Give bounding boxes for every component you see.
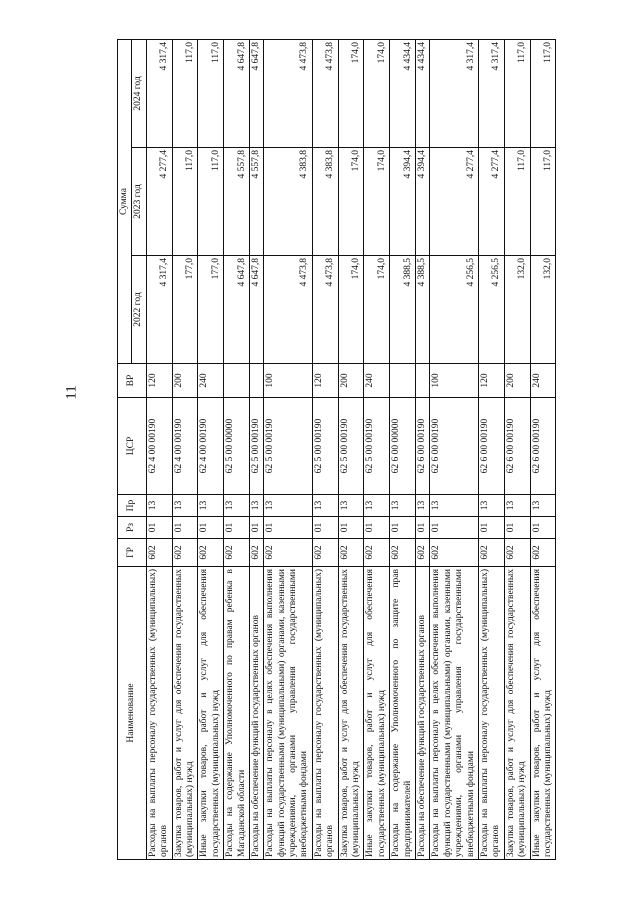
cell-csr: 62 6 00 00190 bbox=[478, 398, 504, 495]
cell-gr: 602 bbox=[430, 539, 479, 567]
table-row bbox=[364, 39, 390, 859]
table-row bbox=[478, 39, 504, 859]
table-row bbox=[530, 39, 556, 859]
cell-vr: 120 bbox=[312, 364, 338, 398]
cell-csr: 62 5 00 00190 bbox=[312, 398, 338, 495]
cell-rz: 01 bbox=[415, 517, 429, 539]
cell-sum-2022: 174,0 bbox=[338, 256, 364, 364]
cell-sum-2022: 4 473,8 bbox=[264, 256, 313, 364]
cell-pr: 13 bbox=[249, 495, 263, 517]
cell-pr: 13 bbox=[504, 495, 530, 517]
cell-rz: 01 bbox=[172, 517, 198, 539]
rotated-table-area bbox=[117, 40, 587, 860]
table-row bbox=[415, 39, 429, 859]
cell-name: Расходы на выплаты персоналу государственных (муниципальных) органов bbox=[146, 567, 172, 860]
cell-rz: 01 bbox=[530, 517, 556, 539]
cell-pr: 13 bbox=[312, 495, 338, 517]
cell-csr: 62 4 00 00190 bbox=[146, 398, 172, 495]
header-year-2024: 2024 год bbox=[132, 39, 146, 147]
cell-sum-2024: 4 473,8 bbox=[312, 39, 338, 147]
cell-gr: 602 bbox=[338, 539, 364, 567]
cell-name: Расходы на обеспечение функций государственных органов bbox=[249, 567, 263, 860]
cell-pr: 13 bbox=[415, 495, 429, 517]
cell-gr: 602 bbox=[249, 539, 263, 567]
cell-sum-2023: 117,0 bbox=[172, 148, 198, 256]
cell-vr bbox=[224, 364, 250, 398]
cell-pr: 13 bbox=[172, 495, 198, 517]
cell-name: Расходы на выплаты персоналу в целях обеспечения выполнения функций государственными (муниципальными) органами, казенными учреждениями, органами управления государственными внебюджетными фондами bbox=[430, 567, 479, 860]
cell-rz: 01 bbox=[504, 517, 530, 539]
cell-pr: 13 bbox=[364, 495, 390, 517]
header-pr: Пр bbox=[118, 495, 147, 517]
table-row bbox=[390, 39, 416, 859]
cell-sum-2024: 117,0 bbox=[530, 39, 556, 147]
cell-csr: 62 5 00 00190 bbox=[338, 398, 364, 495]
cell-rz: 01 bbox=[198, 517, 224, 539]
cell-sum-2022: 4 317,4 bbox=[146, 256, 172, 364]
cell-sum-2024: 117,0 bbox=[198, 39, 224, 147]
cell-rz: 01 bbox=[146, 517, 172, 539]
cell-sum-2023: 4 557,8 bbox=[224, 148, 250, 256]
table-row bbox=[224, 39, 250, 859]
header-gr: ГР bbox=[118, 539, 147, 567]
cell-sum-2023: 4 383,8 bbox=[264, 148, 313, 256]
cell-gr: 602 bbox=[224, 539, 250, 567]
cell-rz: 01 bbox=[430, 517, 479, 539]
header-sum: Сумма bbox=[118, 39, 132, 363]
table-row bbox=[430, 39, 479, 859]
cell-vr: 240 bbox=[530, 364, 556, 398]
cell-name: Расходы на выплаты персоналу государственных (муниципальных) органов bbox=[478, 567, 504, 860]
cell-gr: 602 bbox=[198, 539, 224, 567]
cell-gr: 602 bbox=[504, 539, 530, 567]
header-rz: Рз bbox=[118, 517, 147, 539]
cell-sum-2023: 117,0 bbox=[198, 148, 224, 256]
cell-rz: 01 bbox=[312, 517, 338, 539]
cell-sum-2024: 4 647,8 bbox=[249, 39, 263, 147]
cell-csr: 62 6 00 00190 bbox=[530, 398, 556, 495]
cell-sum-2022: 177,0 bbox=[198, 256, 224, 364]
cell-pr: 13 bbox=[338, 495, 364, 517]
table-row bbox=[312, 39, 338, 859]
cell-vr: 200 bbox=[504, 364, 530, 398]
cell-gr: 602 bbox=[146, 539, 172, 567]
cell-sum-2024: 174,0 bbox=[338, 39, 364, 147]
cell-sum-2024: 4 317,4 bbox=[478, 39, 504, 147]
cell-gr: 602 bbox=[312, 539, 338, 567]
cell-rz: 01 bbox=[224, 517, 250, 539]
table-row bbox=[338, 39, 364, 859]
cell-sum-2023: 4 394,4 bbox=[390, 148, 416, 256]
cell-rz: 01 bbox=[338, 517, 364, 539]
cell-sum-2022: 132,0 bbox=[530, 256, 556, 364]
cell-csr: 62 4 00 00190 bbox=[172, 398, 198, 495]
cell-name: Иные закупки товаров, работ и услуг для обеспечения государственных (муниципальных) нужд bbox=[530, 567, 556, 860]
cell-csr: 62 6 00 00190 bbox=[430, 398, 479, 495]
cell-gr: 602 bbox=[390, 539, 416, 567]
cell-sum-2022: 177,0 bbox=[172, 256, 198, 364]
cell-pr: 13 bbox=[198, 495, 224, 517]
cell-name: Закупка товаров, работ и услуг для обеспечения государственных (муниципальных) нужд bbox=[172, 567, 198, 860]
cell-sum-2024: 4 434,4 bbox=[415, 39, 429, 147]
cell-rz: 01 bbox=[478, 517, 504, 539]
cell-name: Иные закупки товаров, работ и услуг для обеспечения государственных (муниципальных) нужд bbox=[198, 567, 224, 860]
cell-sum-2023: 117,0 bbox=[504, 148, 530, 256]
cell-sum-2024: 4 317,4 bbox=[430, 39, 479, 147]
cell-vr bbox=[249, 364, 263, 398]
cell-sum-2023: 4 557,8 bbox=[249, 148, 263, 256]
cell-sum-2022: 4 473,8 bbox=[312, 256, 338, 364]
cell-sum-2022: 4 388,5 bbox=[390, 256, 416, 364]
cell-csr: 62 5 00 00190 bbox=[249, 398, 263, 495]
page-number bbox=[62, 372, 82, 412]
cell-rz: 01 bbox=[364, 517, 390, 539]
cell-vr: 200 bbox=[338, 364, 364, 398]
table-row bbox=[249, 39, 263, 859]
table-body bbox=[146, 39, 556, 859]
cell-sum-2024: 4 473,8 bbox=[264, 39, 313, 147]
table-row bbox=[504, 39, 530, 859]
cell-vr bbox=[390, 364, 416, 398]
cell-gr: 602 bbox=[172, 539, 198, 567]
cell-name: Расходы на выплаты персоналу государственных (муниципальных) органов bbox=[312, 567, 338, 860]
cell-csr: 62 5 00 00190 bbox=[264, 398, 313, 495]
cell-sum-2023: 4 383,8 bbox=[312, 148, 338, 256]
cell-sum-2023: 4 277,4 bbox=[146, 148, 172, 256]
cell-sum-2023: 174,0 bbox=[338, 148, 364, 256]
cell-sum-2024: 4 317,4 bbox=[146, 39, 172, 147]
cell-pr: 13 bbox=[146, 495, 172, 517]
cell-vr bbox=[415, 364, 429, 398]
cell-pr: 13 bbox=[430, 495, 479, 517]
cell-sum-2022: 4 388,5 bbox=[415, 256, 429, 364]
cell-name: Расходы на содержание Уполномоченного по защите прав предпринимателей bbox=[390, 567, 416, 860]
header-year-2022: 2022 год bbox=[132, 256, 146, 364]
cell-name: Иные закупки товаров, работ и услуг для обеспечения государственных (муниципальных) нужд bbox=[364, 567, 390, 860]
cell-rz: 01 bbox=[390, 517, 416, 539]
table-row bbox=[146, 39, 172, 859]
cell-pr: 13 bbox=[264, 495, 313, 517]
cell-gr: 602 bbox=[530, 539, 556, 567]
cell-gr: 602 bbox=[364, 539, 390, 567]
cell-pr: 13 bbox=[224, 495, 250, 517]
cell-sum-2022: 4 647,8 bbox=[224, 256, 250, 364]
cell-sum-2024: 4 434,4 bbox=[390, 39, 416, 147]
cell-sum-2022: 132,0 bbox=[504, 256, 530, 364]
cell-sum-2023: 117,0 bbox=[530, 148, 556, 256]
header-vr: ВР bbox=[118, 364, 147, 398]
cell-sum-2023: 4 394,4 bbox=[415, 148, 429, 256]
cell-gr: 602 bbox=[478, 539, 504, 567]
table-row bbox=[172, 39, 198, 859]
cell-gr: 602 bbox=[415, 539, 429, 567]
cell-sum-2024: 117,0 bbox=[504, 39, 530, 147]
table-row bbox=[264, 39, 313, 859]
cell-vr: 120 bbox=[146, 364, 172, 398]
table-row bbox=[198, 39, 224, 859]
cell-rz: 01 bbox=[249, 517, 263, 539]
cell-vr: 100 bbox=[264, 364, 313, 398]
cell-sum-2024: 4 647,8 bbox=[224, 39, 250, 147]
cell-name: Закупка товаров, работ и услуг для обеспечения государственных (муниципальных) нужд bbox=[338, 567, 364, 860]
header-year-2023: 2023 год bbox=[132, 148, 146, 256]
cell-csr: 62 4 00 00190 bbox=[198, 398, 224, 495]
cell-sum-2023: 4 277,4 bbox=[430, 148, 479, 256]
cell-name: Расходы на выплаты персоналу в целях обеспечения выполнения функций государственными (муниципальными) органами, казенными учреждениями, органами управления государственными внебюджетными фондами bbox=[264, 567, 313, 860]
cell-name: Расходы на содержание Уполномоченного по правам ребенка в Магаданской области bbox=[224, 567, 250, 860]
table-header bbox=[118, 39, 147, 859]
cell-csr: 62 6 00 00190 bbox=[504, 398, 530, 495]
cell-gr: 602 bbox=[264, 539, 313, 567]
cell-pr: 13 bbox=[390, 495, 416, 517]
budget-table bbox=[117, 39, 556, 860]
cell-vr: 240 bbox=[198, 364, 224, 398]
cell-csr: 62 6 00 00190 bbox=[415, 398, 429, 495]
cell-rz: 01 bbox=[264, 517, 313, 539]
cell-csr: 62 5 00 00000 bbox=[224, 398, 250, 495]
cell-sum-2022: 4 256,5 bbox=[478, 256, 504, 364]
cell-pr: 13 bbox=[478, 495, 504, 517]
cell-csr: 62 6 00 00000 bbox=[390, 398, 416, 495]
cell-vr: 200 bbox=[172, 364, 198, 398]
cell-sum-2024: 117,0 bbox=[172, 39, 198, 147]
cell-sum-2022: 4 256,5 bbox=[430, 256, 479, 364]
cell-vr: 120 bbox=[478, 364, 504, 398]
cell-name: Расходы на обеспечение функций государственных органов bbox=[415, 567, 429, 860]
cell-name: Закупка товаров, работ и услуг для обеспечения государственных (муниципальных) нужд bbox=[504, 567, 530, 860]
page-number-text: 11 bbox=[63, 384, 80, 400]
cell-sum-2023: 174,0 bbox=[364, 148, 390, 256]
cell-pr: 13 bbox=[530, 495, 556, 517]
cell-sum-2022: 174,0 bbox=[364, 256, 390, 364]
cell-vr: 240 bbox=[364, 364, 390, 398]
cell-sum-2024: 174,0 bbox=[364, 39, 390, 147]
cell-sum-2023: 4 277,4 bbox=[478, 148, 504, 256]
header-name: Наименование bbox=[118, 567, 147, 860]
cell-sum-2022: 4 647,8 bbox=[249, 256, 263, 364]
cell-csr: 62 5 00 00190 bbox=[364, 398, 390, 495]
cell-vr: 100 bbox=[430, 364, 479, 398]
header-csr: ЦСР bbox=[118, 398, 147, 495]
